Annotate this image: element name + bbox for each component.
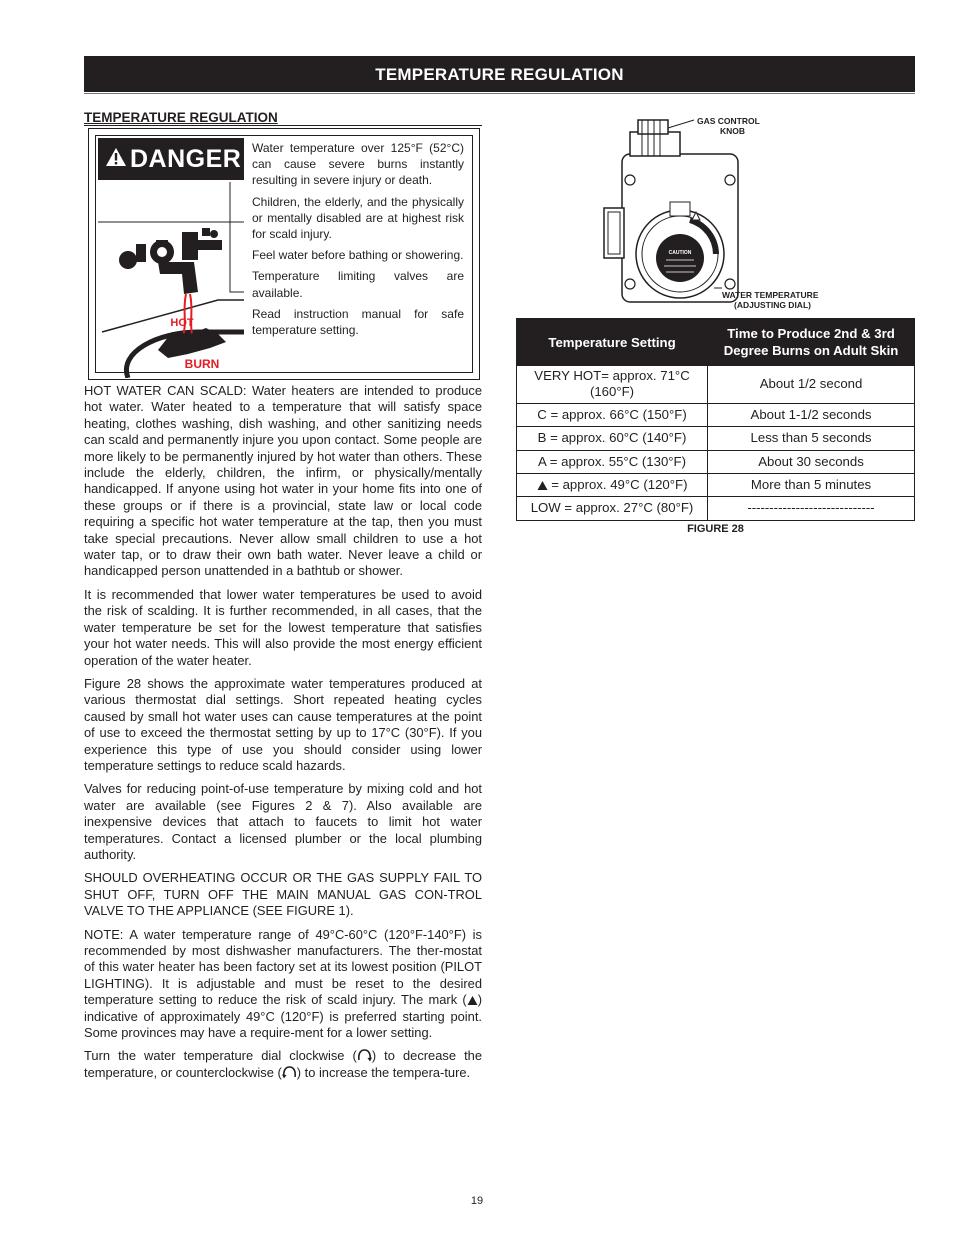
note-text-end: ) indicative of approximately 49°C (120°F) is preferred starting point. Some provinces may have a require-ment for a lower setting.	[84, 992, 482, 1041]
burn-time-cell: About 1/2 second	[708, 366, 915, 404]
body-text-column	[84, 383, 482, 1088]
danger-item: Read instruction manual for safe temperature setting.	[252, 306, 464, 338]
section-header-bar	[84, 56, 915, 92]
danger-label-frame	[95, 135, 473, 373]
temperature-setting-cell: LOW = approx. 27°C (80°F)	[517, 497, 708, 520]
triangle-setting-text: = approx. 49°C (120°F)	[547, 477, 688, 493]
danger-warning-list	[252, 140, 464, 343]
warning-triangle-icon	[105, 147, 127, 167]
dial-text-end: ) to increase the tempera-ture.	[296, 1064, 471, 1080]
table-row	[517, 474, 915, 497]
gas-control-knob-label-line2: KNOB	[720, 126, 746, 136]
paragraph-lower-temperature: It is recommended that lower water temperatures be used to avoid the risk of scalding. It is further recommended, in all cases, that the water temperature be set for the lowest temperature that satisfies your hot water needs. This will also provide the most energy efficient operation of the water heater.	[84, 586, 482, 668]
section-divider	[84, 125, 482, 126]
hot-warning-text: HOT	[170, 317, 194, 329]
burn-time-cell: More than 5 minutes	[708, 474, 915, 497]
figure-caption: FIGURE 28	[687, 523, 744, 535]
adjusting-dial-label: (ADJUSTING DIAL)	[734, 300, 811, 310]
paragraph-dishwasher-note	[84, 927, 482, 1042]
burn-time-cell: About 30 seconds	[708, 450, 915, 473]
column-header-temperature-setting: Temperature Setting	[517, 319, 708, 366]
table-row	[517, 403, 915, 426]
burn-time-cell: About 1-1/2 seconds	[708, 403, 915, 426]
burn-time-cell: Less than 5 seconds	[708, 427, 915, 450]
paragraph-mixing-valves: Valves for reducing point-of-use temperature by mixing cold and hot water are available (see Figures 2 & 7). Also available are inexpensive devices that attach to faucets to limit hot water temperatures. Contact a licensed plumber or the local plumbing authority.	[84, 781, 482, 862]
temperature-setting-cell: C = approx. 66°C (150°F)	[517, 403, 708, 426]
table-row	[517, 450, 915, 473]
dial-text-start: Turn the water temperature dial clockwise (	[84, 1048, 357, 1064]
paragraph-dial-direction	[84, 1048, 482, 1081]
clockwise-arrow-icon	[357, 1048, 372, 1062]
gas-control-valve-figure	[596, 112, 836, 312]
danger-banner	[98, 138, 244, 180]
danger-item: Temperature limiting valves are available.	[252, 269, 464, 300]
danger-item: Water temperature over 125°F (52°C) can cause severe burns instantly resulting in severe injury or death.	[252, 141, 464, 188]
danger-word: DANGER	[130, 145, 242, 173]
temperature-setting-cell: VERY HOT= approx. 71°C (160°F)	[517, 366, 708, 404]
danger-label	[88, 128, 480, 380]
temperature-setting-cell: A = approx. 55°C (130°F)	[517, 450, 708, 473]
caution-label: CAUTION	[668, 250, 692, 256]
counterclockwise-arrow-icon	[282, 1065, 297, 1079]
paragraph-figure-reference: Figure 28 shows the approximate water temperatures produced at various thermostat dial settings. Short repeated heating cycles caused by small hot water uses can cause temperatures at the point of use to exceed the thermostat setting by up to 17°C (30°F). If you experience this type of use you should consider using lower temperature settings to reduce scald hazards.	[84, 675, 482, 773]
triangle-mark-icon	[467, 995, 478, 1006]
danger-item: Feel water before bathing or showering.	[252, 248, 464, 263]
column-header-burn-time: Time to Produce 2nd & 3rd Degree Burns on Adult Skin	[708, 319, 915, 366]
scald-hazard-illustration	[98, 182, 244, 378]
table-header-row	[517, 319, 915, 366]
paragraph-overheating: SHOULD OVERHEATING OCCUR OR THE GAS SUPPLY FAIL TO SHUT OFF, TURN OFF THE MAIN MANUAL GAS CON-TROL VALVE TO THE APPLIANCE (SEE FIGURE 1).	[84, 870, 482, 919]
dial-text-middle: ) to decrease the temperature, or counterclockwise (	[84, 1048, 482, 1080]
page-title: TEMPERATURE REGULATION	[375, 65, 624, 84]
danger-item: Children, the elderly, and the physically or mentally disabled are at highest risk for scald injury.	[252, 194, 464, 242]
table-row	[517, 427, 915, 450]
gas-control-knob-label: GAS CONTROL	[697, 116, 760, 126]
temperature-burn-table	[516, 318, 915, 521]
page-number: 19	[470, 1195, 484, 1207]
temperature-setting-cell	[517, 474, 708, 497]
triangle-mark-icon	[537, 480, 548, 491]
note-text-start: NOTE: A water temperature range of 49°C-60°C (120°F-140°F) is recommended by most dishwasher manufacturers. The ther-mostat of this water heater has been factory set at its lowest position (PILOT LIGHTING). It is adjustable and must be reset to the desired temperature setting to reduce the risk of scald injury. The mark (	[84, 926, 482, 1008]
header-divider	[84, 93, 915, 94]
section-heading: TEMPERATURE REGULATION	[84, 110, 278, 125]
burn-time-cell: -----------------------------	[708, 497, 915, 520]
temperature-setting-cell: B = approx. 60°C (140°F)	[517, 427, 708, 450]
burn-warning-text: BURN	[184, 357, 220, 371]
table-row	[517, 366, 915, 404]
table-row	[517, 497, 915, 520]
paragraph-scald-warning: HOT WATER CAN SCALD: Water heaters are intended to produce hot water. Water heated to a temperature that will satisfy space heating, clothes washing, dish washing, and other sanitizing needs can scald and permanently injure you upon contact. Some people are more likely to be permanently injured by hot water than others. These include the elderly, children, the infirm, or physically/mentally handicapped. If anyone using hot water in your home fits into one of these groups or if there is a provincial, state law or local code requiring a specific hot water temperature at the tap, then you must take special precautions. Never allow small children to use a hot water tap, or to draw their own bath water. Never leave a child or handicapped person unattended in a bathtub or shower.	[84, 383, 482, 579]
water-temperature-dial-label: WATER TEMPERATURE	[722, 290, 819, 300]
faucet-scald-icon	[98, 182, 244, 378]
